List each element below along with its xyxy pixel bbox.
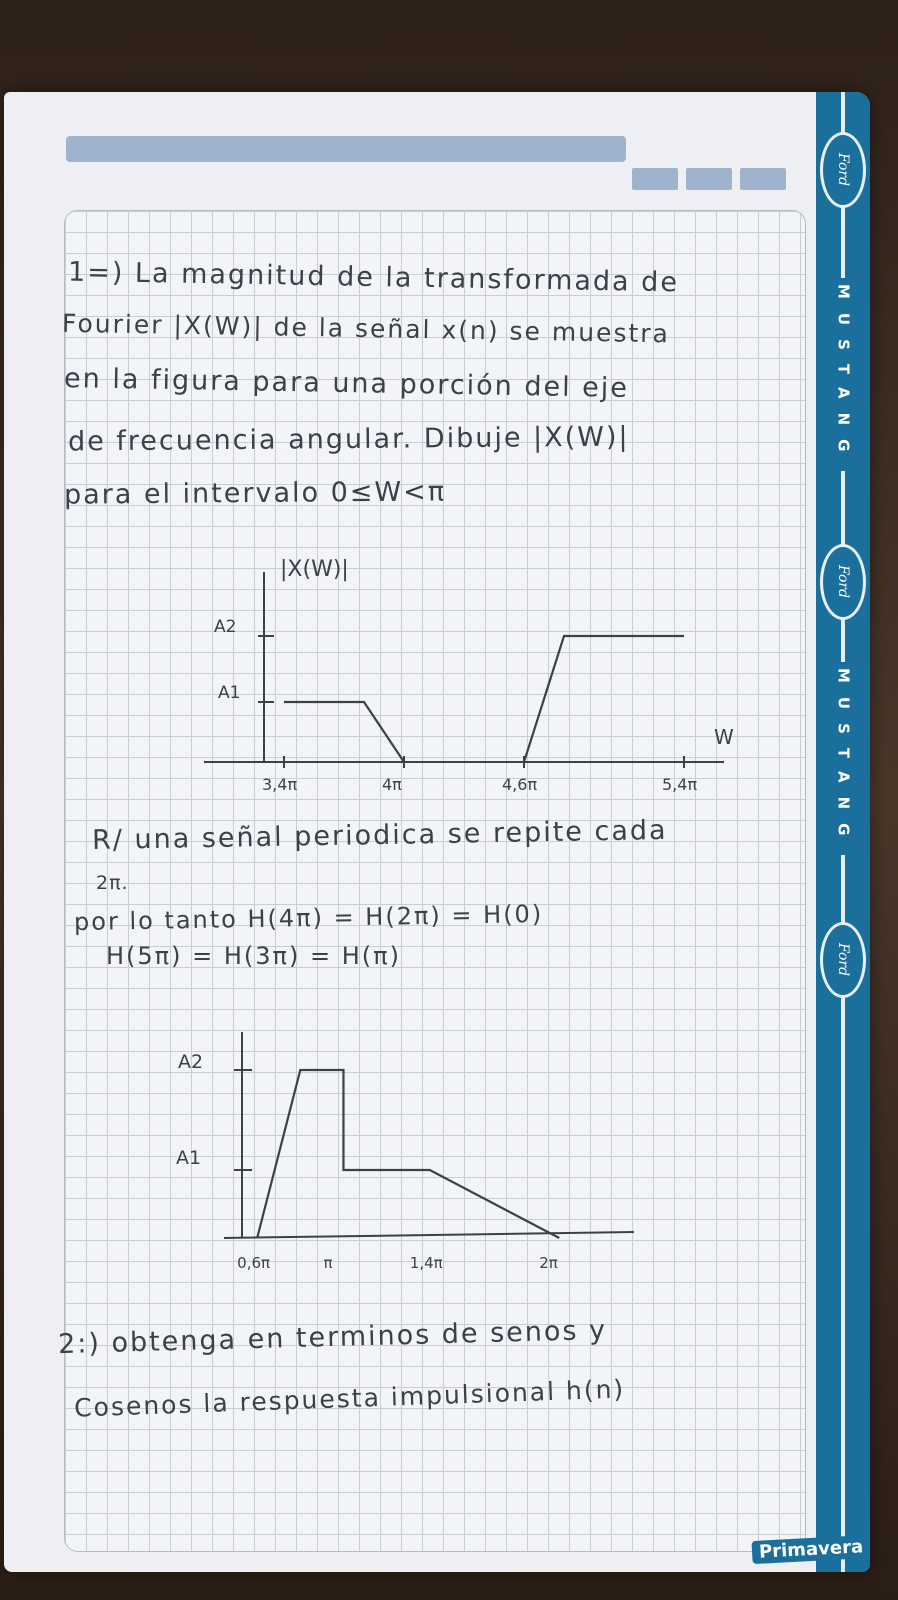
x-tick-label: 3,4π [262, 775, 298, 794]
series-line [257, 1070, 559, 1238]
header-box [632, 168, 678, 190]
x-tick-label: 1,4π [409, 1254, 443, 1272]
header-box [740, 168, 786, 190]
x-tick-label: 0,6π [237, 1254, 271, 1272]
ford-logo-icon: Ford [816, 922, 870, 998]
y-tick-label: A2 [214, 617, 237, 637]
primavera-brand: Primavera [751, 1535, 870, 1564]
series-line [524, 636, 684, 762]
y-tick-label: A1 [176, 1147, 202, 1169]
header-box [686, 168, 732, 190]
answer-line: R/ una señal periodica se repite cada [91, 814, 668, 857]
problem1-line: para el intervalo 0≤W<π [63, 476, 447, 511]
problem1-line: Fourier |X(W)| de la señal x(n) se muestra [61, 308, 671, 349]
x-axis [224, 1232, 634, 1238]
chart-fourier-magnitude [184, 532, 744, 812]
spine-mustang-label: MUSTANG [816, 278, 870, 471]
y-axis-label: |X(W)| [280, 557, 349, 582]
ford-logo-icon: Ford [816, 544, 870, 620]
y-tick-label: A2 [178, 1051, 204, 1073]
x-axis-label: W [714, 725, 734, 749]
page-header-band [66, 136, 626, 162]
problem1-line: 1=) La magnitud de la transformada de [67, 256, 680, 299]
series-line [284, 702, 404, 762]
answer-line: por lo tanto H(4π) = H(2π) = H(0) [73, 899, 544, 937]
answer-line: 2π. [96, 872, 129, 894]
problem1-line: de frecuencia angular. Dibuje |X(W)| [67, 421, 630, 458]
x-tick-label: 4π [382, 775, 402, 794]
x-tick-label: 2π [539, 1254, 558, 1272]
notebook-page [4, 92, 870, 1572]
x-tick-label: π [323, 1254, 333, 1272]
problem2-line: Cosenos la respuesta impulsional h(n) [73, 1374, 626, 1423]
x-tick-label: 5,4π [662, 775, 698, 794]
chart-periodic-spectrum [164, 1012, 644, 1302]
ford-logo-icon: Ford [816, 132, 870, 208]
answer-line: H(5π) = H(3π) = H(π) [106, 942, 401, 970]
problem1-line: en la figura para una porción del eje [63, 363, 630, 404]
problem2-line: 2:) obtenga en terminos de senos y [57, 1314, 608, 1361]
x-tick-label: 4,6π [502, 775, 538, 794]
y-tick-label: A1 [218, 683, 241, 703]
spine-mustang-label: MUSTANG [816, 662, 870, 855]
